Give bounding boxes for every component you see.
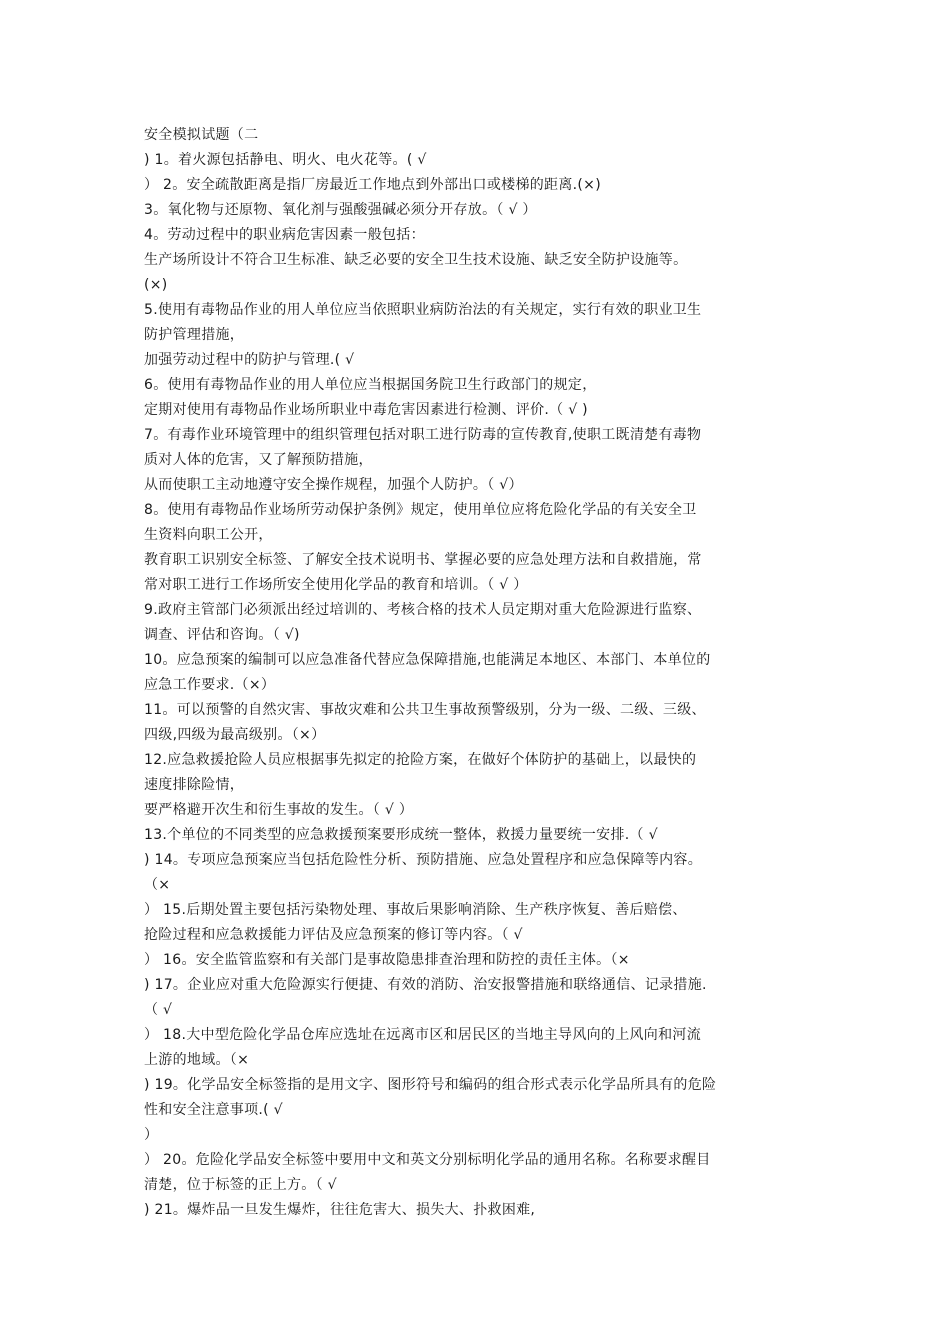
question-line: 从而使职工主动地遵守安全操作规程，加强个人防护。（ √） bbox=[144, 477, 523, 493]
question-line: 防护管理措施， bbox=[144, 327, 245, 343]
question-line: 要严格避开次生和衍生事故的发生。（ √ ） bbox=[144, 802, 414, 818]
question-line: ) 21。爆炸品一旦发生爆炸，往往危害大、损失大、扑救困难, bbox=[144, 1202, 536, 1218]
question-line: ） bbox=[144, 1127, 159, 1143]
question-line: 5.使用有毒物品作业的用人单位应当依照职业病防治法的有关规定，实行有效的职业卫生 bbox=[144, 302, 702, 318]
question-line: 6。使用有毒物品作业的用人单位应当根据国务院卫生行政部门的规定， bbox=[144, 377, 597, 393]
document-body bbox=[144, 123, 814, 1223]
question-line: ） 20。危险化学品安全标签中要用中文和英文分别标明化学品的通用名称。名称要求醒目 bbox=[144, 1152, 711, 1168]
question-line: 应急工作要求.（×） bbox=[144, 677, 276, 693]
question-line: 加强劳动过程中的防护与管理.( √ bbox=[144, 352, 355, 368]
question-line: 四级,四级为最高级别。（×） bbox=[144, 727, 326, 743]
question-line: （× bbox=[144, 877, 171, 893]
question-line: 质对人体的危害，又了解预防措施， bbox=[144, 452, 373, 468]
question-line: ) 14。专项应急预案应当包括危险性分析、预防措施、应急处置程序和应急保障等内容。 bbox=[144, 852, 703, 868]
question-line: 11。可以预警的自然灾害、事故灾难和公共卫生事故预警级别，分为一级、二级、三级、 bbox=[144, 702, 706, 718]
question-line: 4。劳动过程中的职业病危害因素一般包括： bbox=[144, 227, 425, 243]
question-line: 清楚，位于标签的正上方。（ √ bbox=[144, 1177, 337, 1193]
question-line: 性和安全注意事项.( √ bbox=[144, 1102, 283, 1118]
question-line: 调查、评估和咨询。（ √) bbox=[144, 627, 300, 643]
question-line: (×) bbox=[144, 277, 168, 293]
question-line: 3。氧化物与还原物、氧化剂与强酸强碱必须分开存放。（ √ ） bbox=[144, 202, 537, 218]
question-line: ) 1。着火源包括静电、明火、电火花等。( √ bbox=[144, 152, 427, 168]
question-line: 常对职工进行工作场所安全使用化学品的教育和培训。（ √ ） bbox=[144, 577, 528, 593]
question-line: ） 15.后期处置主要包括污染物处理、事故后果影响消除、生产秩序恢复、善后赔偿、 bbox=[144, 902, 687, 918]
document-title: 安全模拟试题（二 bbox=[144, 127, 259, 143]
question-line: ） 16。安全监管监察和有关部门是事故隐患排查治理和防控的责任主体。（× bbox=[144, 952, 630, 968]
question-line: ) 17。企业应对重大危险源实行便捷、有效的消防、治安报警措施和联络通信、记录措施. bbox=[144, 977, 707, 993]
question-line: 速度排除险情， bbox=[144, 777, 245, 793]
question-line: （ √ bbox=[144, 1002, 173, 1018]
question-line: ） 2。安全疏散距离是指厂房最近工作地点到外部出口或楼梯的距离.(×) bbox=[144, 177, 601, 193]
question-line: 定期对使用有毒物品作业场所职业中毒危害因素进行检测、评价.（ √ ) bbox=[144, 402, 588, 418]
question-line: 13.个单位的不同类型的应急救援预案要形成统一整体，救援力量要统一安排.（ √ bbox=[144, 827, 658, 843]
question-line: 9.政府主管部门必须派出经过培训的、考核合格的技术人员定期对重大危险源进行监察、 bbox=[144, 602, 702, 618]
question-line: 生产场所设计不符合卫生标准、缺乏必要的安全卫生技术设施、缺乏安全防护设施等。 bbox=[144, 252, 688, 268]
question-line: 7。有毒作业环境管理中的组织管理包括对职工进行防毒的宣传教育,使职工既清楚有毒物 bbox=[144, 427, 702, 443]
question-line: 教育职工识别安全标签、了解安全技术说明书、掌握必要的应急处理方法和自救措施，常 bbox=[144, 552, 702, 568]
question-line: 上游的地域。（× bbox=[144, 1052, 250, 1068]
question-line: 10。应急预案的编制可以应急准备代替应急保障措施,也能满足本地区、本部门、本单位的 bbox=[144, 652, 711, 668]
question-line: ) 19。化学品安全标签指的是用文字、图形符号和编码的组合形式表示化学品所具有的危险 bbox=[144, 1077, 717, 1093]
question-line: 抢险过程和应急救援能力评估及应急预案的修订等内容。（ √ bbox=[144, 927, 523, 943]
question-line: 8。使用有毒物品作业场所劳动保护条例》规定，使用单位应将危险化学品的有关安全卫 bbox=[144, 502, 697, 518]
question-line: 生资料向职工公开， bbox=[144, 527, 273, 543]
question-line: 12.应急救援抢险人员应根据事先拟定的抢险方案，在做好个体防护的基础上，以最快的 bbox=[144, 752, 697, 768]
question-line: ） 18.大中型危险化学品仓库应选址在远离市区和居民区的当地主导风向的上风向和河流 bbox=[144, 1027, 702, 1043]
